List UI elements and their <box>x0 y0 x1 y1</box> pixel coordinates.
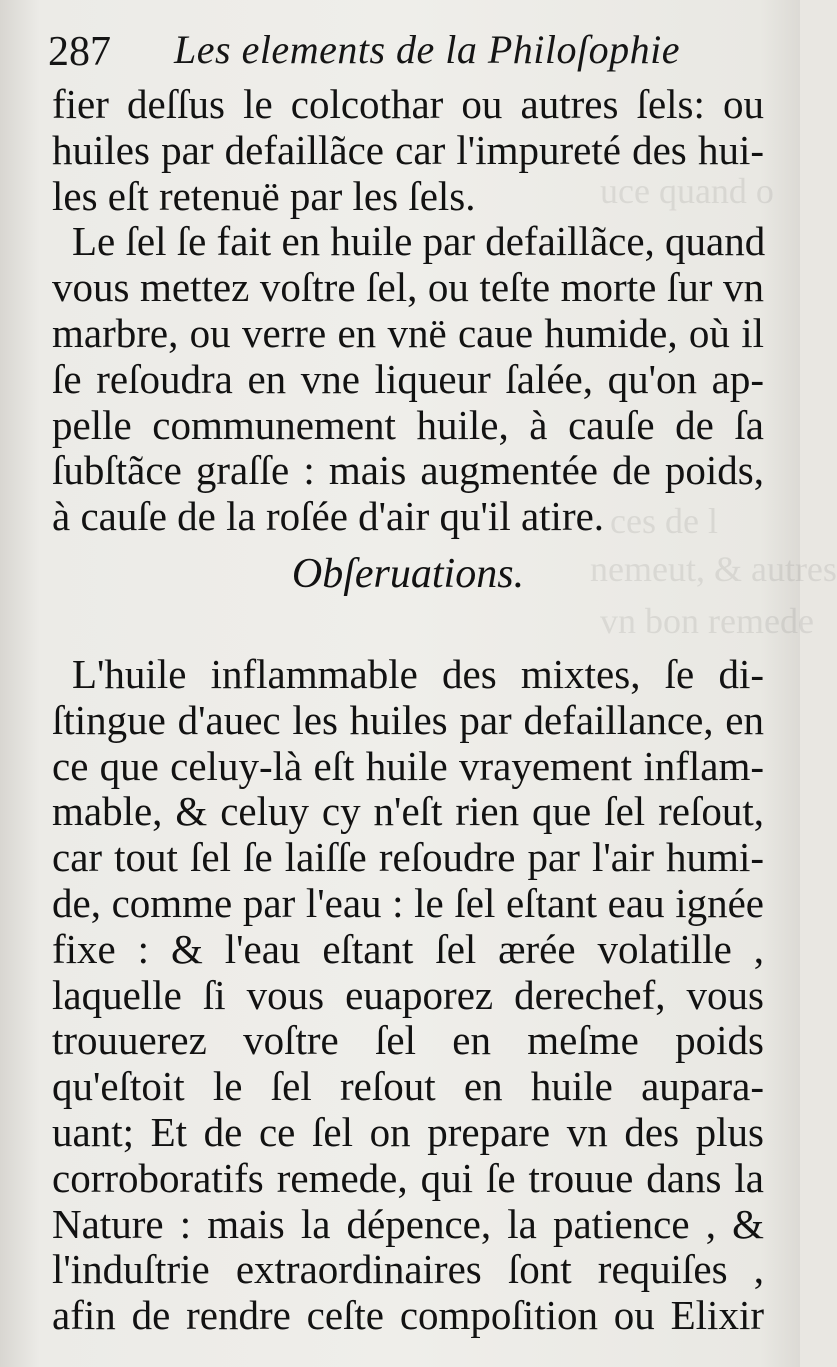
text-line: à cauſe de la roſée d'air qu'il atire. <box>52 493 605 540</box>
show-through-text: ces de l <box>610 501 718 541</box>
show-through-text: vn bon remede <box>600 601 814 641</box>
text-line: uant; Et de ce ſel on prepare vn des plus <box>52 1108 764 1155</box>
body-text <box>52 82 764 1339</box>
text-line: Le ſel ſe fait en huile par defaillãce, quand <box>72 218 766 265</box>
running-head: Les elements de la Philoſophie <box>174 27 681 72</box>
text-line: corroboratifs remede, qui ſe trouue dans la <box>52 1154 764 1201</box>
text-line: ce que celuy-là eſt huile vrayement inflam- <box>52 742 764 789</box>
text-line: qu'eſtoit le ſel reſout en huile aupara- <box>52 1063 764 1110</box>
text-line: trouuerez voſtre ſel en meſme poids <box>52 1017 764 1064</box>
paragraph-1 <box>52 82 764 219</box>
heading-block <box>52 552 764 636</box>
paragraph-2 <box>52 219 764 540</box>
paragraph-3 <box>52 652 764 1339</box>
section-heading: Obſeruations. <box>291 550 525 597</box>
spacer <box>52 636 764 652</box>
text-line: pelle communement huile, à cauſe de ſa <box>52 401 764 448</box>
text-line: L'huile inflammable des mixtes, ſe di- <box>72 650 764 697</box>
text-line: marbre, ou verre en vnë caue humide, où il <box>52 309 764 356</box>
show-through-text: uce quand o <box>600 171 774 211</box>
text-line: ſtingue d'auec les huiles par defaillance, en <box>52 696 764 743</box>
text-line: huiles par defaillãce car l'impureté des hui- <box>52 126 764 173</box>
text-line: afin de rendre ceſte compoſition ou Elixir <box>52 1292 764 1339</box>
page-header <box>48 22 768 82</box>
text-line: ſubſtãce graſſe : mais augmentée de poids, <box>52 447 764 494</box>
text-line: laquelle ſi vous euaporez derechef, vous <box>52 971 764 1018</box>
text-line: Nature : mais la dépence, la patience , & <box>52 1200 764 1247</box>
text-line: mable, & celuy cy n'eſt rien que ſel reſout, <box>52 788 764 835</box>
text-line: fixe : & l'eau eſtant ſel æréе volatille , <box>52 925 764 972</box>
text-line: fier deſſus le colcothar ou autres ſels: ou <box>52 81 764 127</box>
text-line: de, comme par l'eau : le ſel eſtant eau ignée <box>52 879 764 926</box>
page-number: 287 <box>48 29 111 75</box>
text-line: ſe reſoudra en vne liqueur ſalée, qu'on ap- <box>52 355 764 402</box>
show-through-text: nemeut, & autres <box>590 549 837 589</box>
text-line: les eſt retenuë par les ſels. <box>52 172 476 219</box>
text-line: l'induſtrie extraordinaires ſont requiſes , <box>52 1246 764 1293</box>
text-line: vous mettez voſtre ſel, ou teſte morte ſur vn <box>52 264 764 311</box>
text-line: car tout ſel ſe laiſſe reſoudre par l'air humi- <box>52 834 764 881</box>
